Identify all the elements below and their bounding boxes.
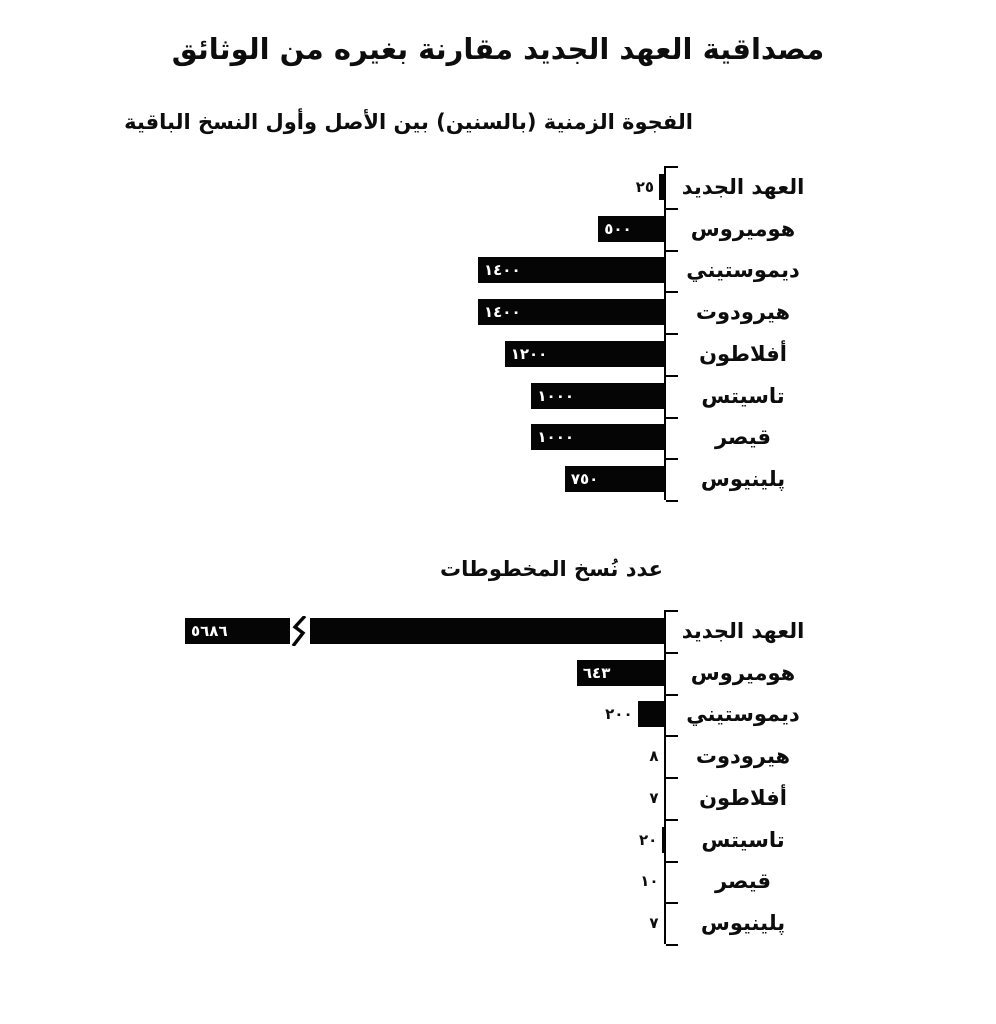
bar-value-label: ٧٥٠ [570,470,599,489]
time-gap-chart [0,166,996,500]
page-title: مصداقية العهد الجديد مقارنة بغيره من الوثائق [171,32,825,66]
bar [531,424,665,450]
bar-value-label: ٦٤٣ [582,663,611,682]
bar [662,827,665,853]
bar-value-label: ٨ [649,747,659,766]
bar [664,868,666,894]
category-label: هوميروس [690,660,796,685]
bar-value-label: ١٠٠٠ [537,428,575,447]
category-label: هيرودوت [695,300,791,325]
category-label: هوميروس [690,216,796,241]
category-label: العهد الجديد [681,174,805,199]
category-label: ديموستيني [686,702,800,727]
bar-value-label: ٢٠ [639,830,658,849]
axis-tick [666,944,678,946]
category-label: پلينيوس [700,911,786,936]
bar [577,660,665,686]
axis-break-icon [290,616,310,650]
bar-value-label: ٧ [649,788,659,807]
bar [664,743,666,769]
bar-value-label: ١٢٠٠ [510,344,548,363]
bar-value-label: ٥٠٠ [604,219,632,238]
bar [531,383,665,409]
bar-value-label: ٧ [649,914,659,933]
category-label: أفلاطون [699,341,787,366]
category-label: أفلاطون [699,785,787,810]
bar [565,466,665,492]
bar [478,257,665,283]
bar [664,785,666,811]
category-label: تاسيتس [701,383,785,408]
manuscript-count-chart-title: عدد نُسخ المخطوطات [440,557,663,581]
bar-value-label: ١٠٠٠ [537,386,575,405]
time-gap-chart-title: الفجوة الزمنية (بالسنين) بين الأصل وأول النسخ الباقية [124,110,693,134]
bar [185,618,665,644]
bar-value-label: ٢٥ [635,177,654,196]
manuscript-count-chart [0,610,996,944]
category-label: تاسيتس [701,827,785,852]
bar [638,701,665,727]
bar [659,174,665,200]
bar-value-label: ٢٠٠ [605,705,633,724]
bar [598,216,665,242]
category-label: هيرودوت [695,744,791,769]
bar [478,299,665,325]
bar-value-label: ١٠ [640,872,659,891]
bar [664,910,666,936]
bar-value-label: ٥٦٨٦ [191,621,228,640]
category-label: پلينيوس [700,467,786,492]
axis-tick [666,500,678,502]
category-label: العهد الجديد [681,618,805,643]
category-label: قيصر [714,425,772,450]
bar-value-label: ١٤٠٠ [484,303,521,322]
bar [505,341,665,367]
category-label: قيصر [714,869,772,894]
category-label: ديموستيني [686,258,800,283]
bar-value-label: ١٤٠٠ [484,261,521,280]
